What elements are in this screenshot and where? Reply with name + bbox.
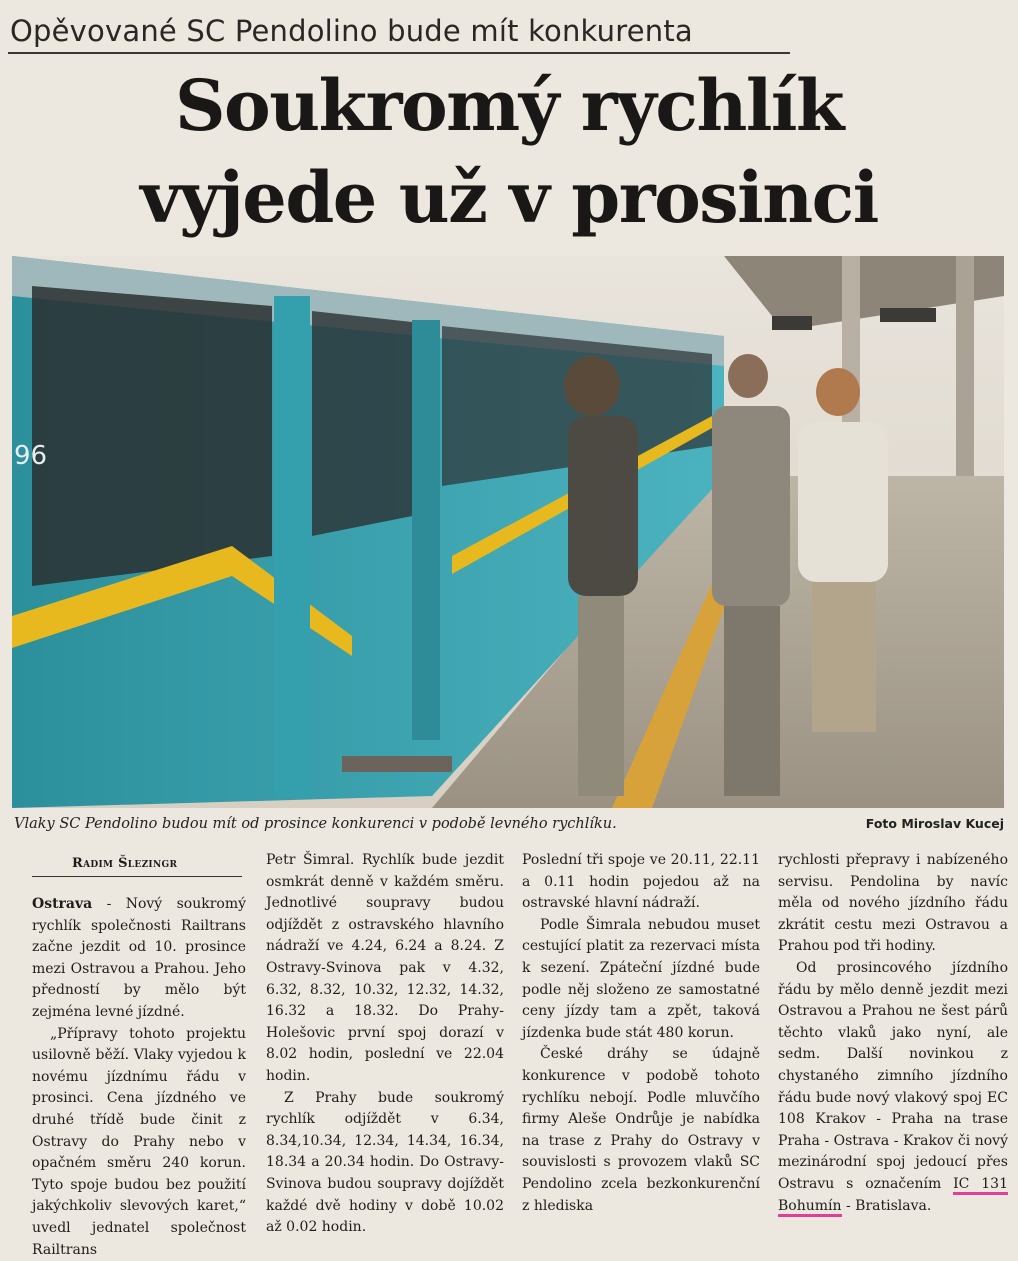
byline-rule <box>32 876 242 877</box>
paragraph: Poslední tři spoje ve 20.11, 22.11 a 0.11 hodin pojedou až na ostravské hlavní nádraží. <box>522 852 760 912</box>
photo-car-number: 96 <box>14 441 48 471</box>
kicker: Opěvované SC Pendolino bude mít konkurenta <box>10 14 693 48</box>
byline: Radim Šlezingr <box>72 856 178 871</box>
paragraph: České dráhy se údajně konkurence v podobě tohoto rychlíku nebojí. Podle mluvčího firmy Aleše Ondrůje je nabídka na trase z Prahy do Ostravy v souvislosti s provozem vlaků SC Pendolino zcela bezkonkurenční z hlediska <box>522 1046 760 1214</box>
paragraph: rychlosti přepravy i nabízeného servisu. Pendolina by navíc měla od nového jízdního řádu zkrátit cestu mezi Ostravou a Prahou pod tři hodiny. <box>778 852 1008 955</box>
paragraph: „Přípravy tohoto projektu usilovně běží. Vlaky vyjedou k novému jízdnímu řádu v prosinci. Cena jízdného ve druhé třídě bude činit z Ostravy do Prahy nebo v opačném směru 240 korun. Tyto spoje budou bez použití jakýchkoliv slevových karet,“ uvedl jednatel společnost Railtrans <box>32 1025 246 1258</box>
article-column-1 <box>32 894 246 1261</box>
train-platform-illustration <box>12 256 1004 808</box>
article-column-2 <box>266 850 504 1239</box>
headline-line-2: vyjede už v prosinci <box>140 156 878 239</box>
paragraph <box>32 894 246 1024</box>
paragraph: Podle Šimrala nebudou muset cestující platit za rezervaci místa k sezení. Zpáteční jízdné bude podle něj složeno ze samostatné ceny jízdy tam a zpět, taková jízdenka bude stát 480 korun. <box>522 916 760 1041</box>
paragraph-tail: - Bratislava. <box>841 1197 932 1214</box>
photo-credit: Foto Miroslav Kucej <box>865 816 1004 831</box>
news-photo <box>12 256 1004 808</box>
photo-caption: Vlaky SC Pendolino budou mít od prosince konkurenci v podobě levného rychlíku. <box>14 816 617 832</box>
article-column-3 <box>522 850 760 1217</box>
headline-line-1: Soukromý rychlík <box>174 64 844 147</box>
paragraph: Petr Šimral. Rychlík bude jezdit osmkrát denně v každém směru. Jednotlivé soupravy budou odjíždět z ostravského hlavního nádraží ve 4.24, 6.24 a 8.24. Z Ostravy-Svinova pak v 4.32, 6.32, 8.32, 10.32, 12.32, 14.32, 16.32 a 18.32. Do Prahy-Holešovic první spoj dorazí v 8.02 hodin, poslední ve 22.04 hodin. <box>266 852 504 1084</box>
paragraph-text: - Nový soukromý rychlík společnosti Railtrans začne jezdit od 10. prosince mezi Ostravou a Prahou. Jeho předností by mělo být zejména levné jízdné. <box>32 896 246 1020</box>
headline <box>0 60 1018 244</box>
kicker-rule <box>8 52 790 54</box>
dateline: Ostrava <box>32 896 93 912</box>
article-column-4 <box>778 850 1008 1217</box>
highlighted-train-name: IC 131 Bohumín <box>778 1176 1008 1217</box>
paragraph-text: Od prosincového jízdního řádu by mělo denně jezdit mezi Ostravou a Prahou ne šest párů těchto vlaků jako nyní, ale sedm. Další novinkou z chystaného zimního jízdního řádu bude nový vlakový spoj EC 108 Krakov - Praha na trase Praha - Ostrava - Krakov či nový mezinárodní spoj jedoucí přes Ostravu s označením <box>778 959 1008 1192</box>
paragraph <box>778 958 1008 1217</box>
paragraph: Z Prahy bude soukromý rychlík odjíždět v 6.34, 8.34,10.34, 12.34, 14.34, 16.34, 18.34 a 20.34 hodin. Do Ostravy-Svinova budou soupravy dojíždět každé dvě hodiny v době 10.02 až 0.02 hodin. <box>266 1089 504 1236</box>
